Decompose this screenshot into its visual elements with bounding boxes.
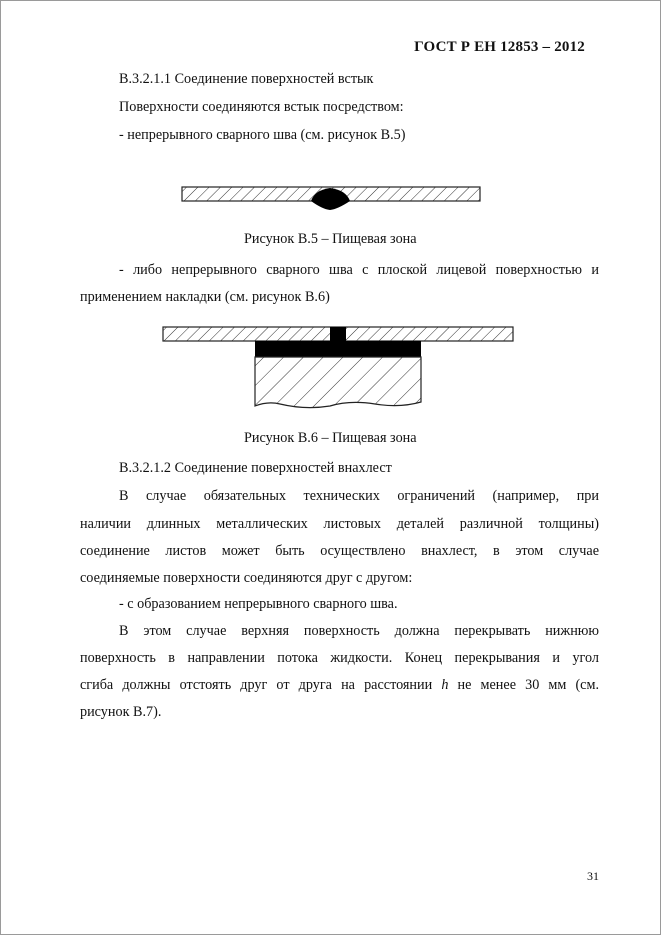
page-number: 31	[587, 869, 599, 883]
paragraph-overlap-line2: поверхность в направлении потока жидкости. Конец перекрывания и угол	[80, 650, 599, 666]
weld-plug	[330, 327, 346, 341]
document-code: ГОСТ Р ЕН 12853 – 2012	[414, 39, 585, 55]
figure-b6-caption: Рисунок В.6 – Пищевая зона	[244, 430, 417, 446]
cover-plate	[255, 341, 421, 357]
paragraph-lap-line3: соединение листов может быть осуществлено внахлест, в этом случае	[80, 543, 599, 559]
figure-b5-butt-weld	[180, 182, 482, 212]
lower-body	[255, 357, 421, 408]
paragraph-overlap-line1: В этом случае верхняя поверхность должна перекрывать нижнюю	[119, 623, 599, 639]
figure-b5-caption: Рисунок В.5 – Пищевая зона	[244, 231, 417, 247]
paragraph-overlap-line3: сгиба должны отстоять друг от друга на расстоянии h не менее 30 мм (см.	[80, 677, 600, 693]
section-heading-b3212: В.3.2.1.2 Соединение поверхностей внахлест	[119, 460, 392, 476]
paragraph-lap-line4: соединяемые поверхности соединяются друг с другом:	[80, 570, 413, 586]
paragraph-lap-line2: наличии длинных металлических листовых деталей различной толщины)	[80, 516, 599, 532]
figure-b6-cover-plate-weld	[160, 322, 516, 412]
paragraph-lap-line1: В случае обязательных технических ограничений (например, при	[119, 488, 599, 504]
paragraph-overlap-line4: рисунок В.7).	[80, 704, 162, 720]
list-item-lap-weld: - с образованием непрерывного сварного шва.	[119, 596, 398, 612]
list-item-flat-weld-line2: применением накладки (см. рисунок В.6)	[80, 289, 330, 305]
list-item-continuous-weld: - непрерывного сварного шва (см. рисунок В.5)	[119, 127, 406, 143]
paragraph-intro: Поверхности соединяются встык посредством:	[119, 99, 404, 115]
section-heading-b3211: В.3.2.1.1 Соединение поверхностей встык	[119, 71, 374, 87]
list-item-flat-weld-line1: - либо непрерывного сварного шва с плоской лицевой поверхностью и	[119, 262, 599, 278]
variable-h: h	[441, 677, 449, 693]
